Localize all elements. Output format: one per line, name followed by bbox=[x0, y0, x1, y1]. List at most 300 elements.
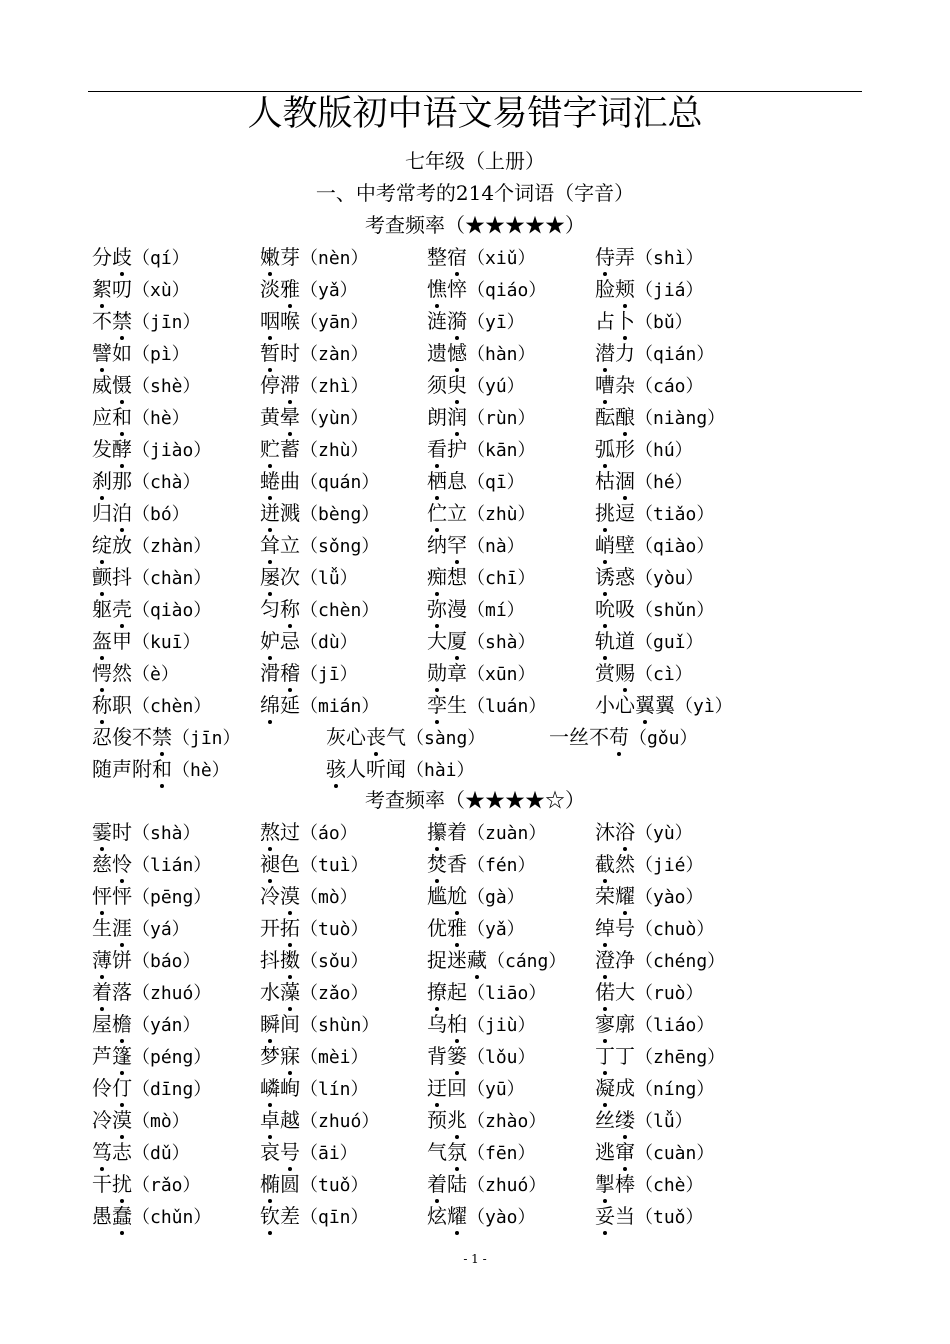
emphasis-dot: 禁 bbox=[112, 305, 132, 337]
word-entry bbox=[595, 848, 704, 882]
word-entry bbox=[92, 816, 201, 850]
pinyin-text: （qiào） bbox=[635, 536, 715, 557]
word-text: 暂时 bbox=[260, 341, 300, 365]
emphasis-dot: 泊 bbox=[112, 497, 132, 529]
emphasis-dot: 寥 bbox=[595, 1008, 615, 1040]
pinyin-text: （tuǒ） bbox=[300, 1175, 369, 1196]
word-text: 刹那 bbox=[92, 469, 132, 493]
word-text: 灰心丧气 bbox=[326, 725, 406, 749]
emphasis-dot: 笃 bbox=[92, 1136, 112, 1168]
pinyin-text: （yùn） bbox=[300, 408, 369, 429]
word-text: 归泊 bbox=[92, 501, 132, 525]
emphasis-dot: 丁 bbox=[595, 1040, 615, 1072]
word-text: 伫立 bbox=[427, 501, 467, 525]
word-entry bbox=[427, 912, 525, 946]
pinyin-text: （qián） bbox=[635, 344, 715, 365]
word-entry bbox=[427, 944, 566, 978]
emphasis-dot: 称 bbox=[92, 689, 112, 721]
word-entry bbox=[92, 401, 190, 435]
pinyin-text: （cuàn） bbox=[635, 1143, 715, 1164]
word-text: 澄净 bbox=[595, 948, 635, 972]
pinyin-text: （ruò） bbox=[635, 983, 704, 1004]
emphasis-dot: 漪 bbox=[447, 305, 467, 337]
word-entry bbox=[595, 497, 714, 531]
word-text: 弥漫 bbox=[427, 597, 467, 621]
emphasis-dot: 耸 bbox=[260, 529, 280, 561]
word-entry bbox=[260, 1136, 358, 1170]
emphasis-dot: 卜 bbox=[615, 305, 635, 337]
word-entry bbox=[595, 561, 704, 595]
word-entry bbox=[595, 1104, 693, 1138]
emphasis-dot: 栖 bbox=[427, 465, 447, 497]
pinyin-text: （dīng） bbox=[132, 1079, 212, 1100]
word-text: 停滞 bbox=[260, 373, 300, 397]
pinyin-text: （mián） bbox=[300, 696, 380, 717]
pinyin-text: （cì） bbox=[635, 664, 693, 685]
word-text: 荣耀 bbox=[595, 884, 635, 908]
word-text: 随声附和 bbox=[92, 757, 172, 781]
pinyin-text: （niàng） bbox=[635, 408, 726, 429]
word-entry bbox=[326, 721, 485, 755]
word-entry bbox=[427, 593, 525, 627]
word-text: 躯壳 bbox=[92, 597, 132, 621]
word-entry bbox=[595, 465, 693, 499]
word-entry bbox=[260, 561, 358, 595]
word-entry bbox=[427, 561, 536, 595]
page-number: - 1 - bbox=[463, 1252, 487, 1266]
word-text: 攥着 bbox=[427, 820, 467, 844]
word-text: 钦差 bbox=[260, 1204, 300, 1228]
pinyin-text: （jiào） bbox=[132, 440, 212, 461]
emphasis-dot: 怦 bbox=[92, 880, 112, 912]
emphasis-dot: 澄 bbox=[595, 944, 615, 976]
word-text: 朗润 bbox=[427, 405, 467, 429]
word-text: 熬过 bbox=[260, 820, 300, 844]
word-text: 背篓 bbox=[427, 1044, 467, 1068]
word-text: 一丝不苟 bbox=[549, 725, 629, 749]
pinyin-text: （yū） bbox=[467, 1079, 525, 1100]
word-text: 瞬间 bbox=[260, 1012, 300, 1036]
word-entry bbox=[427, 337, 536, 371]
emphasis-dot: 霎 bbox=[92, 816, 112, 848]
word-text: 称职 bbox=[92, 693, 132, 717]
pinyin-text: （shà） bbox=[467, 632, 536, 653]
page-title: 人教版初中语文易错字词汇总 bbox=[247, 94, 703, 134]
emphasis-dot: 壳 bbox=[112, 593, 132, 625]
emphasis-dot: 钦 bbox=[260, 1200, 280, 1232]
word-text: 丁丁 bbox=[595, 1044, 635, 1068]
emphasis-dot: 愕 bbox=[92, 657, 112, 689]
word-text: 霎时 bbox=[92, 820, 132, 844]
word-entry bbox=[260, 1168, 369, 1202]
word-entry bbox=[92, 465, 201, 499]
word-entry bbox=[260, 305, 369, 339]
emphasis-dot: 着 bbox=[427, 1168, 447, 1200]
word-text: 愕然 bbox=[92, 661, 132, 685]
pinyin-text: （hàn） bbox=[467, 344, 536, 365]
word-entry bbox=[595, 273, 704, 307]
word-entry bbox=[92, 944, 201, 978]
word-entry bbox=[595, 625, 704, 659]
pinyin-text: （luán） bbox=[467, 696, 547, 717]
emphasis-dot: 迸 bbox=[260, 497, 280, 529]
emphasis-dot: 攥 bbox=[427, 816, 447, 848]
emphasis-dot: 着 bbox=[92, 976, 112, 1008]
word-entry bbox=[260, 401, 369, 435]
pinyin-text: （jié） bbox=[635, 855, 704, 876]
word-entry bbox=[427, 497, 536, 531]
pinyin-text: （hè） bbox=[172, 760, 230, 781]
pinyin-text: （jīn） bbox=[132, 312, 201, 333]
word-text: 弧形 bbox=[595, 437, 635, 461]
pinyin-text: （hé） bbox=[635, 472, 693, 493]
word-text: 黄晕 bbox=[260, 405, 300, 429]
word-text: 栖息 bbox=[427, 469, 467, 493]
emphasis-dot: 盔 bbox=[92, 625, 112, 657]
emphasis-dot: 嘈 bbox=[595, 369, 615, 401]
pinyin-text: （quán） bbox=[300, 472, 380, 493]
emphasis-dot: 漠 bbox=[280, 880, 300, 912]
pinyin-text: （áo） bbox=[300, 823, 358, 844]
pinyin-text: （hài） bbox=[406, 760, 475, 781]
pinyin-text: （cáo） bbox=[635, 376, 704, 397]
emphasis-dot: 雅 bbox=[447, 912, 467, 944]
emphasis-dot: 诱 bbox=[595, 561, 615, 593]
pinyin-text: （xūn） bbox=[467, 664, 536, 685]
word-text: 憔悴 bbox=[427, 277, 467, 301]
word-entry bbox=[427, 816, 546, 850]
emphasis-dot: 藏 bbox=[467, 944, 487, 976]
word-entry bbox=[92, 721, 241, 755]
word-entry bbox=[260, 1104, 379, 1138]
emphasis-dot: 苟 bbox=[609, 721, 629, 753]
word-text: 开拓 bbox=[260, 916, 300, 940]
word-text: 偌大 bbox=[595, 980, 635, 1004]
pinyin-text: （yú） bbox=[467, 376, 525, 397]
emphasis-dot: 和 bbox=[152, 753, 172, 785]
word-text: 伶仃 bbox=[92, 1076, 132, 1100]
word-text: 淡雅 bbox=[260, 277, 300, 301]
pinyin-text: （shè） bbox=[132, 376, 201, 397]
pinyin-text: （chà） bbox=[132, 472, 201, 493]
pinyin-text: （shì） bbox=[635, 248, 704, 269]
pinyin-text: （chè） bbox=[635, 1175, 704, 1196]
pinyin-text: （zhēng） bbox=[635, 1047, 726, 1068]
emphasis-dot: 嶙 bbox=[260, 1072, 280, 1104]
word-entry bbox=[260, 369, 369, 403]
word-text: 絮叨 bbox=[92, 277, 132, 301]
emphasis-dot: 称 bbox=[280, 593, 300, 625]
emphasis-dot: 伫 bbox=[427, 497, 447, 529]
emphasis-dot: 仃 bbox=[112, 1072, 132, 1104]
pinyin-text: （níng） bbox=[635, 1079, 715, 1100]
word-entry bbox=[595, 689, 733, 723]
word-text: 着陆 bbox=[427, 1172, 467, 1196]
word-text: 滑稽 bbox=[260, 661, 300, 685]
emphasis-dot: 涸 bbox=[615, 465, 635, 497]
pinyin-text: （zhì） bbox=[300, 376, 369, 397]
pinyin-text: （yào） bbox=[635, 887, 704, 908]
word-entry bbox=[427, 976, 546, 1010]
word-entry bbox=[427, 401, 536, 435]
pinyin-text: （péng） bbox=[132, 1047, 212, 1068]
word-entry bbox=[427, 433, 536, 467]
pinyin-text: （bèng） bbox=[300, 504, 380, 525]
word-entry bbox=[92, 657, 179, 691]
pinyin-text: （zhuó） bbox=[300, 1111, 380, 1132]
word-text: 优雅 bbox=[427, 916, 467, 940]
emphasis-dot: 耀 bbox=[615, 880, 635, 912]
word-text: 绰号 bbox=[595, 916, 635, 940]
word-entry bbox=[427, 625, 536, 659]
pinyin-text: （lǚ） bbox=[635, 1111, 693, 1132]
pinyin-text: （yù） bbox=[635, 823, 693, 844]
pinyin-text: （mò） bbox=[300, 887, 358, 908]
pinyin-text: （yì） bbox=[675, 696, 733, 717]
pinyin-text: （rùn） bbox=[467, 408, 536, 429]
word-text: 冷漠 bbox=[260, 884, 300, 908]
word-entry bbox=[260, 689, 379, 723]
word-text: 乌桕 bbox=[427, 1012, 467, 1036]
word-entry bbox=[427, 241, 536, 275]
emphasis-dot: 咽 bbox=[260, 305, 280, 337]
word-text: 威慑 bbox=[92, 373, 132, 397]
word-text: 褪色 bbox=[260, 852, 300, 876]
word-entry bbox=[595, 880, 704, 914]
word-text: 笃志 bbox=[92, 1140, 132, 1164]
emphasis-dot: 瞬 bbox=[260, 1008, 280, 1040]
word-entry bbox=[595, 433, 693, 467]
emphasis-dot: 宿 bbox=[447, 241, 467, 273]
word-text: 抖擞 bbox=[260, 948, 300, 972]
emphasis-dot: 怜 bbox=[112, 848, 132, 880]
pinyin-text: （jīn） bbox=[172, 728, 241, 749]
emphasis-dot: 侍 bbox=[595, 241, 615, 273]
word-text: 痴想 bbox=[427, 565, 467, 589]
pinyin-text: （yán） bbox=[132, 1015, 201, 1036]
word-text: 整宿 bbox=[427, 245, 467, 269]
pinyin-text: （zhuó） bbox=[467, 1175, 547, 1196]
emphasis-dot: 晕 bbox=[280, 401, 300, 433]
pinyin-text: （jī） bbox=[300, 664, 358, 685]
word-entry bbox=[595, 401, 725, 435]
emphasis-dot: 潜 bbox=[595, 337, 615, 369]
pinyin-text: （sǒng） bbox=[300, 536, 380, 557]
word-entry bbox=[92, 880, 211, 914]
emphasis-dot: 氛 bbox=[447, 1136, 467, 1168]
word-text: 水藻 bbox=[260, 980, 300, 1004]
pinyin-text: （lǒu） bbox=[467, 1047, 536, 1068]
pinyin-text: （rǎo） bbox=[132, 1175, 201, 1196]
emphasis-dot: 憾 bbox=[447, 337, 467, 369]
pinyin-text: （xiǔ） bbox=[467, 248, 536, 269]
pinyin-text: （yào） bbox=[467, 1207, 536, 1228]
word-text: 枯涸 bbox=[595, 469, 635, 493]
emphasis-dot: 酿 bbox=[615, 401, 635, 433]
word-entry bbox=[427, 1168, 546, 1202]
emphasis-dot: 酵 bbox=[112, 433, 132, 465]
word-entry bbox=[595, 1008, 714, 1042]
word-entry bbox=[92, 561, 211, 595]
word-entry bbox=[92, 1200, 211, 1234]
pinyin-text: （fēn） bbox=[467, 1143, 536, 1164]
pinyin-text: （bó） bbox=[132, 504, 190, 525]
word-text: 酝酿 bbox=[595, 405, 635, 429]
emphasis-dot: 絮 bbox=[92, 273, 112, 305]
word-text: 咽喉 bbox=[260, 309, 300, 333]
frequency-five-star-label: 考查频率（★★★★★） bbox=[365, 213, 585, 237]
word-text: 嘈杂 bbox=[595, 373, 635, 397]
word-text: 着落 bbox=[92, 980, 132, 1004]
emphasis-dot: 嫩 bbox=[260, 241, 280, 273]
word-text: 看护 bbox=[427, 437, 467, 461]
word-text: 峭壁 bbox=[595, 533, 635, 557]
emphasis-dot: 歧 bbox=[112, 241, 132, 273]
word-entry bbox=[427, 1104, 546, 1138]
emphasis-dot: 臾 bbox=[447, 369, 467, 401]
pinyin-text: （shà） bbox=[132, 823, 201, 844]
word-text: 屡次 bbox=[260, 565, 300, 589]
emphasis-dot: 迂 bbox=[427, 1072, 447, 1104]
word-entry bbox=[260, 1008, 379, 1042]
word-entry bbox=[92, 593, 211, 627]
pinyin-text: （lín） bbox=[300, 1079, 369, 1100]
word-text: 卓越 bbox=[260, 1108, 300, 1132]
word-text: 椭圆 bbox=[260, 1172, 300, 1196]
pinyin-text: （zhàn） bbox=[132, 536, 212, 557]
word-entry bbox=[595, 1072, 714, 1106]
emphasis-dot: 篓 bbox=[447, 1040, 467, 1072]
pinyin-text: （nà） bbox=[467, 536, 525, 557]
section-heading: 一、中考常考的214个词语（字音） bbox=[315, 181, 635, 205]
word-entry bbox=[260, 529, 379, 563]
emphasis-dot: 拓 bbox=[280, 912, 300, 944]
word-entry bbox=[595, 305, 693, 339]
pinyin-text: （zhù） bbox=[467, 504, 536, 525]
emphasis-dot: 稽 bbox=[280, 657, 300, 689]
pinyin-text: （tuǒ） bbox=[635, 1207, 704, 1228]
emphasis-dot: 譬 bbox=[92, 337, 112, 369]
word-text: 捉迷藏 bbox=[427, 948, 487, 972]
word-text: 截然 bbox=[595, 852, 635, 876]
word-text: 涟漪 bbox=[427, 309, 467, 333]
word-entry bbox=[427, 1072, 525, 1106]
emphasis-dot: 掣 bbox=[595, 1168, 615, 1200]
word-text: 纳罕 bbox=[427, 533, 467, 557]
pinyin-text: （sǒu） bbox=[300, 951, 369, 972]
word-text: 沐浴 bbox=[595, 820, 635, 844]
word-text: 怦怦 bbox=[92, 884, 132, 908]
word-entry bbox=[427, 529, 525, 563]
word-entry bbox=[427, 1136, 536, 1170]
emphasis-dot: 刹 bbox=[92, 465, 112, 497]
word-entry bbox=[595, 944, 725, 978]
word-entry bbox=[260, 976, 369, 1010]
word-entry bbox=[260, 593, 379, 627]
word-text: 绽放 bbox=[92, 533, 132, 557]
word-text: 譬如 bbox=[92, 341, 132, 365]
pinyin-text: （yī） bbox=[467, 312, 525, 333]
emphasis-dot: 厦 bbox=[447, 625, 467, 657]
pinyin-text: （yǎ） bbox=[467, 919, 525, 940]
word-entry bbox=[92, 848, 211, 882]
word-entry bbox=[92, 369, 201, 403]
word-entry bbox=[427, 305, 525, 339]
word-text: 寥廓 bbox=[595, 1012, 635, 1036]
pinyin-text: （qí） bbox=[132, 248, 190, 269]
word-text: 妥当 bbox=[595, 1204, 635, 1228]
word-text: 薄饼 bbox=[92, 948, 132, 972]
word-text: 须臾 bbox=[427, 373, 467, 397]
emphasis-dot: 雅 bbox=[280, 273, 300, 305]
word-entry bbox=[92, 1008, 201, 1042]
emphasis-dot: 蜷 bbox=[260, 465, 280, 497]
word-entry bbox=[260, 1040, 369, 1074]
emphasis-dot: 勋 bbox=[427, 657, 447, 689]
emphasis-dot: 漠 bbox=[112, 1104, 132, 1136]
pinyin-text: （dù） bbox=[300, 632, 358, 653]
word-entry bbox=[260, 497, 379, 531]
word-entry bbox=[92, 1104, 190, 1138]
word-text: 妒忌 bbox=[260, 629, 300, 653]
pinyin-text: （dǔ） bbox=[132, 1143, 190, 1164]
word-text: 尴尬 bbox=[427, 884, 467, 908]
word-text: 掣棒 bbox=[595, 1172, 635, 1196]
word-entry bbox=[92, 689, 211, 723]
pinyin-text: （shùn） bbox=[300, 1015, 380, 1036]
word-text: 逃窜 bbox=[595, 1140, 635, 1164]
emphasis-dot: 褪 bbox=[260, 848, 280, 880]
emphasis-dot: 颊 bbox=[615, 273, 635, 305]
word-entry bbox=[595, 529, 714, 563]
word-entry bbox=[260, 816, 358, 850]
emphasis-dot: 篷 bbox=[112, 1040, 132, 1072]
emphasis-dot: 耀 bbox=[447, 1200, 467, 1232]
emphasis-dot: 屡 bbox=[260, 561, 280, 593]
emphasis-dot: 薄 bbox=[92, 944, 112, 976]
emphasis-dot: 蠢 bbox=[112, 1200, 132, 1232]
pinyin-text: （zuàn） bbox=[467, 823, 547, 844]
word-text: 侍弄 bbox=[595, 245, 635, 269]
word-entry bbox=[427, 1040, 536, 1074]
word-text: 小心翼翼 bbox=[595, 693, 675, 717]
emphasis-dot: 扰 bbox=[112, 1168, 132, 1200]
pinyin-text: （fén） bbox=[467, 855, 536, 876]
emphasis-dot: 椭 bbox=[260, 1168, 280, 1200]
emphasis-dot: 赐 bbox=[615, 657, 635, 689]
pinyin-text: （cáng） bbox=[487, 951, 567, 972]
emphasis-dot: 卓 bbox=[260, 1104, 280, 1136]
word-entry bbox=[92, 497, 190, 531]
word-text: 焚香 bbox=[427, 852, 467, 876]
word-text: 芦篷 bbox=[92, 1044, 132, 1068]
pinyin-text: （chèn） bbox=[132, 696, 212, 717]
pinyin-text: （kuī） bbox=[132, 632, 201, 653]
pinyin-text: （gà） bbox=[467, 887, 525, 908]
word-text: 生涯 bbox=[92, 916, 132, 940]
word-entry bbox=[595, 976, 704, 1010]
emphasis-dot: 偌 bbox=[595, 976, 615, 1008]
word-entry bbox=[595, 1040, 725, 1074]
word-entry bbox=[595, 369, 704, 403]
emphasis-dot: 藻 bbox=[280, 976, 300, 1008]
emphasis-dot: 峭 bbox=[595, 529, 615, 561]
emphasis-dot: 颤 bbox=[92, 561, 112, 593]
emphasis-dot: 丧 bbox=[366, 721, 386, 753]
emphasis-dot: 贮 bbox=[260, 433, 280, 465]
word-entry bbox=[260, 433, 369, 467]
word-text: 勋章 bbox=[427, 661, 467, 685]
